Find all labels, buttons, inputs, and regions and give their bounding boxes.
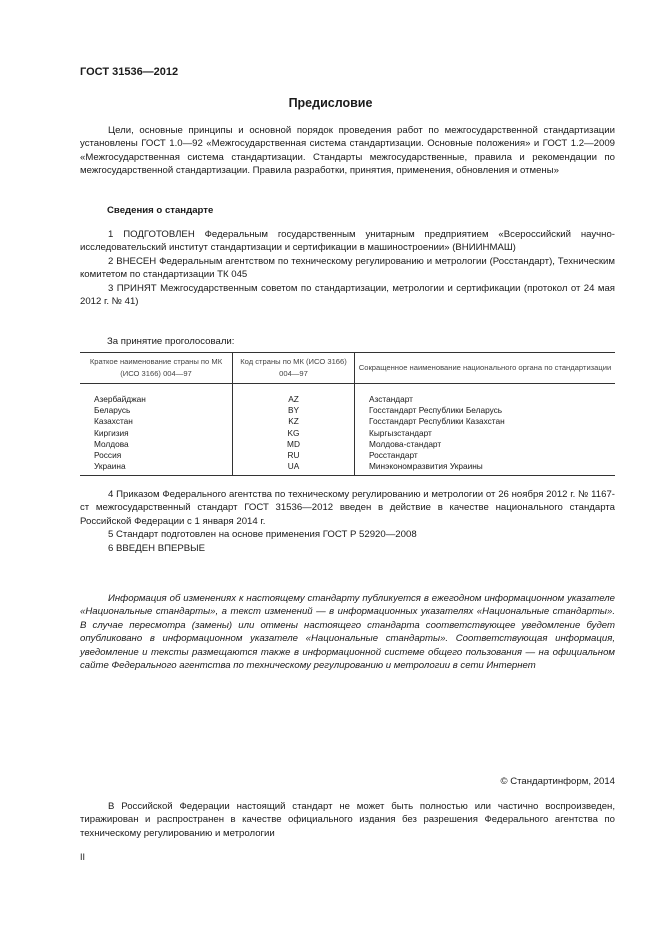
table-row [80,439,615,450]
country-code: KG [233,428,355,439]
page-number: II [80,852,86,862]
table-row [80,416,615,427]
table-header-body: Сокращенное наименование национального органа по стандартизации [355,353,616,384]
table-row [80,461,615,476]
section-heading: Сведения о стандарте [107,205,214,216]
table-header-country: Краткое наименование страны по МК (ИСО 3166) 004—97 [80,353,233,384]
country-code: BY [233,405,355,416]
standards-body: Молдова-стандарт [355,439,616,450]
country-name: Россия [94,450,122,461]
changes-info-paragraph [80,592,615,672]
standards-body: Минэкономразвития Украины [355,461,616,476]
info-item-3: 3 ПРИНЯТ Межгосударственным советом по стандартизации, метрологии и сертификации (протокол от 24 мая 2012 г. № 41) [80,282,615,308]
standards-body: Азстандарт [355,384,616,406]
country-name: Казахстан [94,416,133,427]
info-item-1: 1 ПОДГОТОВЛЕН Федеральным государственным унитарным предприятием «Всероссийский научно-исследовательский институт стандартизации и сертификации в машиностроении» (ВНИИНМАШ) [80,229,615,254]
country-code: MD [233,439,355,450]
country-name: Азербайджан [94,394,146,404]
reproduction-text: В Российской Федерации настоящий стандарт не может быть полностью или частично воспроизведен, тиражирован и распространен в качестве официального издания без разрешения Федерального агентства по техническому регулированию и метрологии [80,801,615,839]
country-name: Украина [80,461,233,476]
copyright-line: © Стандартинформ, 2014 [500,776,615,787]
country-code: RU [233,450,355,461]
info-item-2: 2 ВНЕСЕН Федеральным агентством по техническому регулированию и метрологии (Росстандарт), Техническим комитетом по стандартизации ТК 045 [80,255,615,281]
info-item-6: 6 ВВЕДЕН ВПЕРВЫЕ [108,542,206,554]
country-code: UA [233,461,355,476]
intro-paragraph [80,124,615,178]
standard-info-list-b [80,488,615,555]
standards-body: Кыргызстандарт [355,428,616,439]
info-item-5: 5 Стандарт подготовлен на основе применения ГОСТ Р 52920—2008 [108,529,417,541]
document-code-header: ГОСТ 31536—2012 [80,66,179,78]
country-name: Беларусь [94,405,131,416]
country-code: KZ [233,416,355,427]
info-item-4: 4 Приказом Федерального агентства по техническому регулированию и метрологии от 26 ноября 2012 г. № 1167-ст межгосударственный стандарт ГОСТ 31536—2012 введен в действие в качестве национального стандарта Российской Федерации с 1 января 2014 г. [80,489,615,527]
standards-body: Росстандарт [355,450,616,461]
standard-info-list-a [80,228,615,308]
table-header-code: Код страны по МК (ИСО 3166) 004—97 [233,353,355,384]
table-row [80,450,615,461]
intro-text: Цели, основные принципы и основной порядок проведения работ по межгосударственной стандартизации установлены ГОСТ 1.0—92 «Межгосударственная система стандартизации. Основные положения» и ГОСТ 1.2—2009 «Межгосударственная система стандартизации. Стандарты межгосударственные, правила и рекомендации по межгосударственной стандартизации. Правила разработки, принятия, применения, обновления и отмены» [80,125,615,177]
changes-info-text: Информация об изменениях к настоящему стандарту публикуется в ежегодном информационном указателе «Национальные стандарты», а текст изменений — в информационных указателях «Национальные стандарты». В случае пересмотра (замены) или отмены настоящего стандарта соответствующее уведомление будет опубликовано в информационном указателе «Национальные стандарты». Соответствующая информация, уведомление и тексты размещаются также в информационной системе общего пользования — на официальном сайте Федерального агентства по техническому регулированию и метрологии в сети Интернет [80,593,615,672]
table-row [80,384,615,406]
agreed-label: За принятие проголосовали: [107,336,235,347]
voting-states-table [80,352,615,476]
country-name: Молдова [94,438,129,449]
page-title: Предисловие [288,96,373,110]
table-row [80,405,615,416]
reproduction-paragraph [80,800,615,840]
table-row [80,428,615,439]
standards-body: Госстандарт Республики Беларусь [355,405,616,416]
table-header-row [80,353,615,384]
standards-body: Госстандарт Республики Казахстан [355,416,616,427]
country-code: AZ [233,384,355,406]
country-name: Киргизия [94,427,129,438]
